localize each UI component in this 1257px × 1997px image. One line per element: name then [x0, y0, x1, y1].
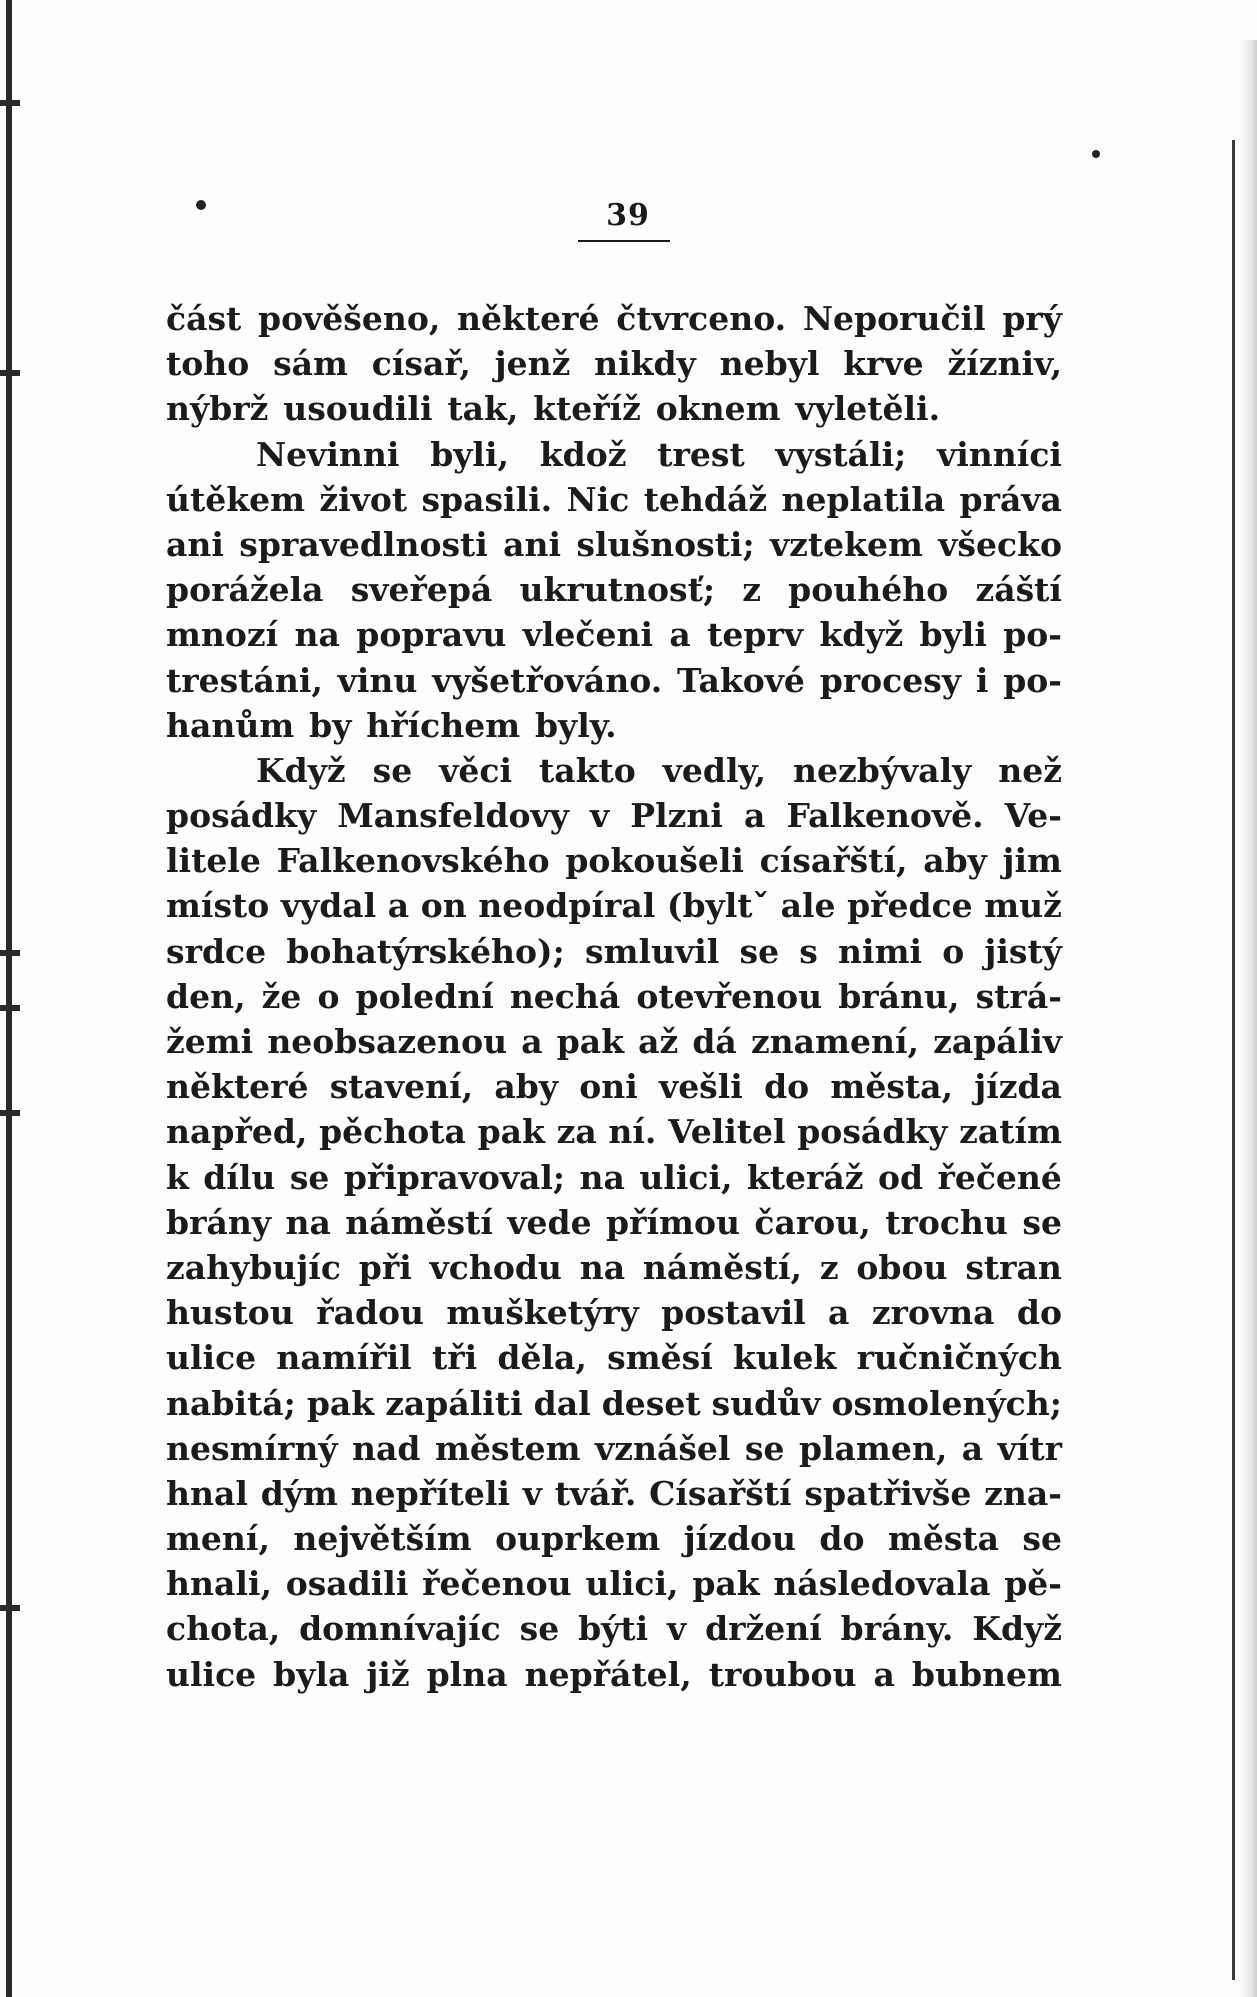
word: trest: [657, 434, 745, 474]
word: ulice: [166, 1654, 257, 1694]
text-line: [166, 748, 1062, 793]
word: o: [317, 976, 340, 1016]
page-gutter-shadow: [1239, 40, 1257, 1997]
word: tvář.: [554, 1473, 637, 1513]
word: znamení,: [750, 1022, 919, 1061]
word: čtvrceno.: [616, 299, 787, 338]
word: smluvil: [585, 931, 720, 971]
word: nepříteli: [350, 1473, 510, 1513]
word: Když: [256, 750, 346, 790]
word: dal: [533, 1383, 591, 1423]
word: práva: [959, 479, 1062, 519]
word: když: [819, 615, 904, 655]
text-line: [166, 341, 1062, 386]
word: největším: [293, 1519, 472, 1559]
word: vyšetřováno.: [432, 660, 663, 700]
word: vinu: [337, 660, 418, 700]
word: srdce: [166, 931, 267, 971]
word: ní.: [608, 1112, 657, 1152]
word: Když: [972, 1609, 1062, 1649]
word: pověšeno,: [258, 299, 441, 338]
word: sudův: [711, 1383, 821, 1423]
ink-speck: [196, 200, 206, 210]
text-line: [166, 1606, 1062, 1651]
word: k: [166, 1157, 189, 1197]
word: vedly,: [662, 750, 767, 790]
word: by: [309, 705, 352, 745]
word: vchodu: [429, 1247, 562, 1287]
word: již: [366, 1654, 410, 1694]
word: mušketýry: [446, 1293, 639, 1333]
ink-speck: [1092, 150, 1100, 158]
word: se: [744, 1428, 785, 1468]
word: nad: [352, 1428, 421, 1468]
text-line: [166, 1245, 1062, 1290]
word: pokoušeli: [565, 841, 744, 881]
word: v: [667, 1609, 687, 1649]
word: Falkenovského: [276, 841, 550, 881]
text-line: [166, 1426, 1062, 1471]
word: ale: [780, 886, 836, 926]
word: teprv: [707, 615, 803, 655]
word: jízda: [974, 1067, 1062, 1107]
body-text: [166, 296, 1062, 1697]
text-line: [166, 612, 1062, 657]
word: vyletěli.: [795, 389, 941, 429]
word: aby: [923, 841, 987, 881]
word: na: [579, 1157, 625, 1197]
word: ručničných: [856, 1338, 1062, 1378]
binding-mark: [0, 1605, 20, 1611]
word: se: [289, 1157, 330, 1197]
word: troubou: [708, 1654, 857, 1694]
word: domnívajíc: [299, 1609, 501, 1649]
word: vznášel: [595, 1428, 731, 1468]
word: na: [294, 615, 340, 655]
word: chota,: [166, 1609, 281, 1649]
word: Velitel: [668, 1112, 786, 1152]
word: do: [764, 1067, 810, 1107]
word: kteráž: [746, 1157, 864, 1197]
word: vinníci: [937, 434, 1062, 474]
word: řadou: [316, 1293, 425, 1333]
word: některé: [166, 1067, 309, 1107]
word: stavení,: [329, 1067, 474, 1107]
word: bohatýrského);: [286, 931, 565, 971]
word: pě-: [1004, 1564, 1062, 1604]
word: předce: [847, 886, 973, 926]
word: muž: [984, 886, 1062, 926]
text-line: [166, 974, 1062, 1019]
word: žemi: [166, 1022, 254, 1061]
word: mení,: [166, 1519, 270, 1559]
word: následovala: [773, 1564, 991, 1604]
text-line: [166, 522, 1062, 567]
text-line: [166, 477, 1062, 522]
word: řečenou: [422, 1564, 572, 1604]
word: řečené: [937, 1157, 1062, 1197]
word: pak: [692, 1564, 760, 1604]
text-line: [166, 1155, 1062, 1200]
word: do: [1016, 1293, 1062, 1333]
word: bránu,: [838, 976, 960, 1016]
word: mnozí: [166, 615, 279, 655]
word: byla: [273, 1654, 350, 1694]
word: v: [590, 796, 610, 836]
word: a: [521, 1022, 543, 1061]
word: Nevinni: [256, 434, 400, 474]
word: a: [873, 1654, 895, 1694]
word: útěkem: [166, 479, 306, 519]
word: města: [887, 1519, 1000, 1559]
text-line: [166, 1019, 1062, 1064]
word: Falkenově.: [786, 796, 984, 836]
word: pak: [477, 1112, 545, 1152]
text-line: [166, 1109, 1062, 1154]
word: než: [998, 750, 1062, 790]
word: ulici,: [585, 1564, 679, 1604]
word: náměstí: [345, 1202, 493, 1242]
word: slušnosti;: [576, 524, 755, 564]
word: část: [166, 299, 242, 338]
word: neobsazenou: [267, 1022, 508, 1061]
word: neodpíral: [478, 886, 656, 926]
word: sveřepá: [350, 570, 493, 610]
word: Ve-: [1004, 796, 1062, 836]
word: a: [961, 1428, 984, 1468]
word: byly.: [534, 705, 617, 745]
word: všecko: [938, 524, 1062, 564]
word: plna: [426, 1654, 508, 1694]
word: zatím: [959, 1112, 1062, 1152]
word: i: [975, 660, 989, 700]
text-line: [166, 386, 1062, 431]
word: a: [669, 615, 691, 655]
word: zapáliv: [933, 1022, 1062, 1061]
word: císařští,: [759, 841, 908, 881]
word: osmolených;: [831, 1383, 1062, 1423]
word: z: [819, 1247, 839, 1287]
word: toho: [166, 344, 250, 384]
word: s: [799, 931, 818, 971]
word: děla,: [497, 1338, 587, 1378]
word: až: [638, 1022, 679, 1061]
text-line: [166, 1652, 1062, 1697]
word: věci: [439, 750, 513, 790]
binding-mark: [0, 1110, 20, 1116]
word: kdož: [539, 434, 627, 474]
word: obou: [856, 1247, 948, 1287]
word: brány.: [840, 1609, 954, 1649]
word: hříchem: [366, 705, 521, 745]
word: (byltˇ: [666, 886, 770, 926]
word: z: [742, 570, 761, 610]
word: jim: [1002, 841, 1062, 881]
word: nebyl: [719, 344, 820, 384]
text-line: [166, 1561, 1062, 1606]
word: strá-: [975, 976, 1062, 1016]
word: při: [358, 1247, 412, 1287]
binding-mark: [0, 370, 20, 376]
word: otevřenou: [636, 976, 823, 1016]
word: jenž: [494, 344, 571, 384]
word: ulice: [166, 1338, 257, 1378]
word: zapáliti: [385, 1383, 523, 1423]
word: vítr: [997, 1428, 1062, 1468]
word: posádky: [797, 1112, 948, 1152]
word: kulek: [733, 1338, 837, 1378]
word: po-: [1003, 615, 1062, 655]
word: pěchota: [319, 1112, 466, 1152]
word: oknem: [655, 389, 781, 429]
page-edge-line: [1232, 140, 1235, 1980]
word: namířil: [276, 1338, 412, 1378]
word: Mansfeldovy: [337, 796, 569, 836]
word: brány: [166, 1202, 272, 1242]
word: Císařští: [649, 1473, 792, 1513]
word: bubnem: [911, 1654, 1062, 1694]
word: nikdy: [594, 344, 696, 384]
word: ouprkem: [495, 1519, 661, 1559]
text-line: [166, 1290, 1062, 1335]
word: ukrutnosť;: [519, 570, 716, 610]
word: města,: [830, 1067, 954, 1107]
word: pouhého: [788, 570, 949, 610]
word: nimi: [838, 931, 923, 971]
word: zrovna: [871, 1293, 995, 1333]
word: vystáli;: [775, 434, 907, 474]
word: jízdou: [683, 1519, 797, 1559]
word: některé: [457, 299, 600, 338]
word: takto: [539, 750, 636, 790]
word: a: [387, 886, 410, 926]
word: usoudili: [283, 389, 433, 429]
word: na: [579, 1247, 626, 1287]
word: Nic: [566, 479, 630, 519]
word: býti: [578, 1609, 649, 1649]
word: napřed,: [166, 1112, 308, 1152]
word: zahybujíc: [166, 1247, 341, 1287]
word: hustou: [166, 1293, 294, 1333]
word: hnali,: [166, 1564, 272, 1604]
word: dým: [260, 1473, 338, 1513]
word: záští: [975, 570, 1062, 610]
word: se: [1022, 1202, 1062, 1242]
text-line: [166, 1200, 1062, 1245]
word: se: [519, 1609, 560, 1649]
word: a: [744, 796, 766, 836]
text-line: [166, 883, 1062, 928]
word: polední: [355, 976, 494, 1016]
word: ani: [166, 524, 224, 564]
word: císař,: [371, 344, 471, 384]
word: byli,: [430, 434, 509, 474]
word: stran: [965, 1247, 1062, 1287]
word: posádky: [166, 796, 317, 836]
word: on: [420, 886, 467, 926]
word: den,: [166, 976, 246, 1016]
word: tak,: [447, 389, 519, 429]
word: držení: [705, 1609, 822, 1649]
text-line: [166, 1335, 1062, 1380]
word: přímou: [606, 1202, 740, 1242]
word: krve: [843, 344, 924, 384]
word: hnal: [166, 1473, 248, 1513]
word: neplatila: [781, 479, 946, 519]
word: pak: [556, 1022, 625, 1061]
word: městem: [434, 1428, 581, 1468]
word: plamen,: [798, 1428, 948, 1468]
word: náměstí,: [642, 1247, 803, 1287]
text-line: [166, 1064, 1062, 1109]
word: trestáni,: [166, 660, 323, 700]
word: jistý: [984, 931, 1062, 971]
binding-mark: [0, 1005, 20, 1011]
text-line: [166, 432, 1062, 477]
word: v: [522, 1473, 542, 1513]
word: deset: [601, 1383, 701, 1423]
word: dá: [692, 1022, 737, 1061]
word: vydal: [280, 886, 377, 926]
binding-edge: [6, 0, 12, 1997]
word: místo: [166, 886, 270, 926]
page-number-rule: [578, 240, 670, 242]
word: nepřátel,: [524, 1654, 692, 1694]
word: se: [1022, 1519, 1062, 1559]
word: Plzni: [630, 796, 723, 836]
word: Takové: [677, 660, 805, 700]
word: za: [556, 1112, 597, 1152]
text-line: [166, 838, 1062, 883]
word: po-: [1003, 660, 1062, 700]
word: sám: [273, 344, 348, 384]
binding-mark: [0, 950, 20, 956]
word: dílu: [203, 1157, 276, 1197]
word: od: [877, 1157, 924, 1197]
word: tři: [431, 1338, 478, 1378]
word: oni: [579, 1067, 638, 1107]
word: ani: [503, 524, 562, 564]
word: zna-: [984, 1473, 1062, 1513]
word: popravu: [356, 615, 507, 655]
word: spravedlnosti: [239, 524, 488, 564]
word: žízniv,: [947, 344, 1062, 384]
word: postavil: [661, 1293, 806, 1333]
word: do: [819, 1519, 865, 1559]
word: hanům: [166, 705, 295, 745]
text-line: [166, 1516, 1062, 1561]
word: vede: [507, 1202, 592, 1242]
word: nezbývaly: [793, 750, 972, 790]
word: vlečeni: [522, 615, 654, 655]
text-line: [166, 703, 1062, 748]
word: kteříž: [533, 389, 641, 429]
word: se: [739, 931, 780, 971]
word: vešli: [659, 1067, 743, 1107]
word: připravoval;: [343, 1157, 566, 1197]
word: spasili.: [421, 479, 553, 519]
word: prý: [1002, 299, 1062, 338]
word: porážela: [166, 570, 324, 610]
word: nesmírný: [166, 1428, 338, 1468]
text-line: [166, 1471, 1062, 1516]
word: směsí: [607, 1338, 713, 1378]
word: ulici,: [639, 1157, 733, 1197]
word: Neporučil: [802, 299, 986, 338]
word: nechá: [509, 976, 621, 1016]
word: osadili: [285, 1564, 409, 1604]
text-line: [166, 296, 1062, 341]
page-number: 39: [606, 198, 650, 233]
text-line: [166, 567, 1062, 612]
word: nýbrž: [166, 389, 269, 429]
word: pak: [306, 1383, 375, 1423]
text-line: [166, 929, 1062, 974]
binding-mark: [0, 100, 20, 106]
word: spatřivše: [804, 1473, 972, 1513]
word: na: [285, 1202, 331, 1242]
word: čarou,: [754, 1202, 871, 1242]
word: aby: [494, 1067, 558, 1107]
word: litele: [166, 841, 261, 881]
word: trochu: [885, 1202, 1008, 1242]
word: že: [261, 976, 302, 1016]
word: život: [319, 479, 408, 519]
word: tehdáž: [643, 479, 768, 519]
word: vztekem: [769, 524, 923, 564]
word: o: [942, 931, 965, 971]
text-line: [166, 1381, 1062, 1426]
text-line: [166, 793, 1062, 838]
word: byli: [919, 615, 987, 655]
word: nabitá;: [166, 1383, 296, 1423]
word: procesy: [819, 660, 962, 700]
word: a: [828, 1293, 850, 1333]
word: se: [372, 750, 413, 790]
text-line: [166, 658, 1062, 703]
